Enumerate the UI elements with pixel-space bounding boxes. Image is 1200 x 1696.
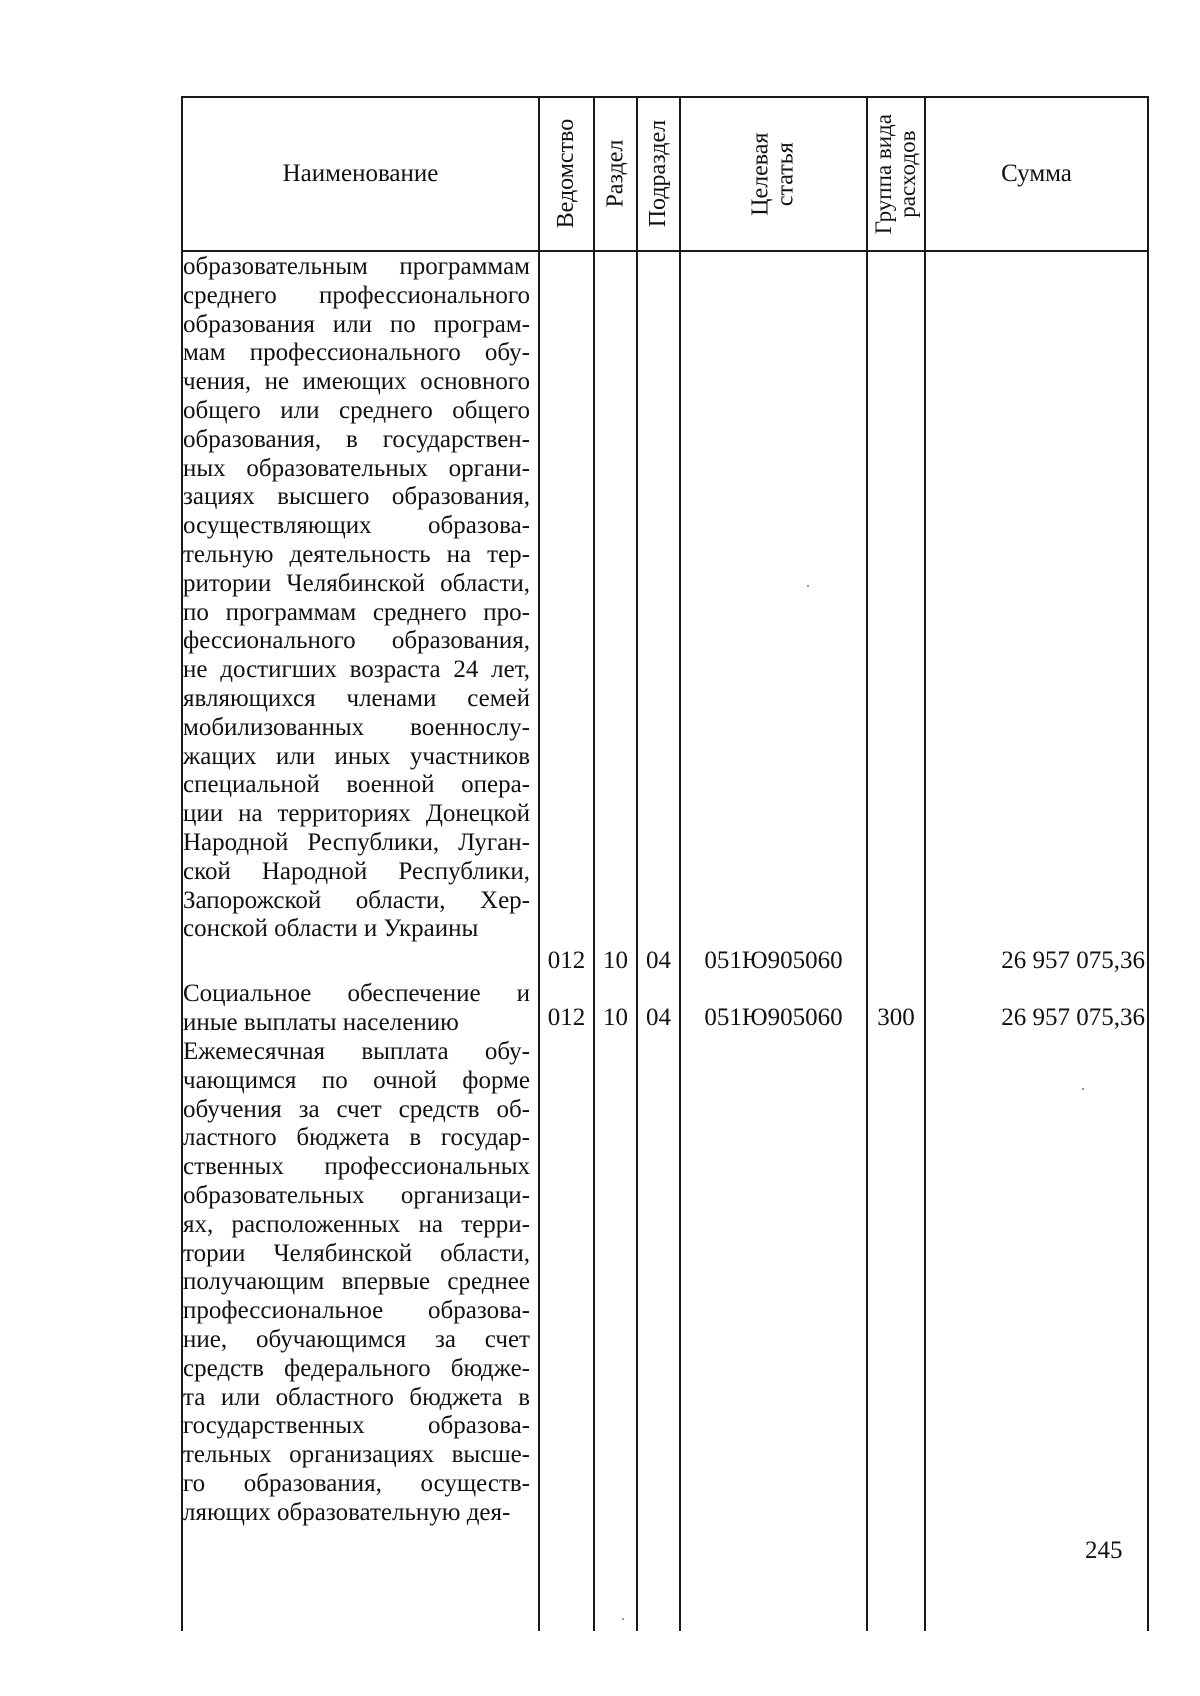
name-line: образования или по програм-	[183, 310, 530, 338]
row-sum: 26 957 075,36	[1001, 947, 1145, 974]
name-line: осуществляющих образова-	[183, 512, 530, 540]
col-border-right	[1147, 96, 1149, 1631]
name-line: тельных организациях высше-	[183, 1441, 530, 1469]
name-line: чающимся по очной форме	[183, 1066, 530, 1094]
name-line: Социальное обеспечение и	[183, 980, 530, 1007]
header-vedomstvo-cell	[540, 98, 593, 250]
name-line: ственных профессиональных	[183, 1153, 530, 1181]
name-line: ляющих образовательную дея-	[183, 1498, 511, 1526]
header-name: Наименование	[282, 160, 439, 188]
name-line: ластного бюджета в государ-	[183, 1124, 530, 1152]
col-border-vedomstvo	[593, 96, 595, 1631]
name-line: Ежемесячная выплата обу-	[183, 1038, 530, 1065]
row-podrazdel: 04	[646, 1004, 671, 1031]
name-line: жащих или иных участников	[183, 742, 530, 770]
row-target: 051Ю905060	[704, 947, 843, 974]
name-line: ных образовательных органи-	[183, 454, 530, 482]
name-line: образования, в государствен-	[183, 425, 530, 453]
row-name-cell	[183, 253, 530, 944]
name-line: та или областного бюджета в	[183, 1383, 530, 1411]
name-line: обучения за счет средств об-	[183, 1095, 530, 1123]
row-target: 051Ю905060	[704, 1004, 843, 1031]
name-line: сонской области и Украины	[183, 915, 479, 943]
name-line: специальной военной опера-	[183, 771, 530, 799]
row-vedomstvo: 012	[547, 947, 586, 974]
name-line: Народной Республики, Луган-	[183, 828, 530, 856]
row-name-cell	[183, 1038, 530, 1528]
name-line: ях, расположенных на терри-	[183, 1210, 530, 1238]
name-line: го образования, осуществ-	[183, 1469, 530, 1497]
name-line: ской Народной Республики,	[183, 857, 530, 885]
name-line: по программам среднего про-	[183, 598, 530, 626]
name-line: не достигших возраста 24 лет,	[183, 656, 530, 684]
row-name-cell	[183, 980, 530, 1038]
header-target-line2: статья	[772, 142, 799, 206]
row-group: 300	[877, 1004, 915, 1031]
header-razdel: Раздел	[601, 140, 628, 208]
name-line: мобилизованных военнослу-	[183, 713, 530, 741]
row-vedomstvo: 012	[547, 1004, 586, 1031]
header-target-line1: Целевая	[747, 132, 774, 216]
col-border-group	[924, 96, 926, 1631]
header-group-cell	[868, 98, 924, 250]
row-podrazdel: 04	[646, 947, 671, 974]
header-bottom-border	[181, 250, 1149, 252]
name-line: Запорожской области, Хер-	[183, 886, 530, 914]
header-target-cell	[681, 98, 866, 250]
name-line: государственных образова-	[183, 1412, 530, 1440]
name-line: тории Челябинской области,	[183, 1239, 530, 1267]
col-border-podrazdel	[679, 96, 681, 1631]
name-line: получающим впервые среднее	[183, 1268, 530, 1296]
row-sum: 26 957 075,36	[1001, 1004, 1145, 1031]
header-sum: Сумма	[1001, 160, 1072, 188]
name-line: зациях высшего образования,	[183, 483, 530, 511]
header-target	[748, 132, 798, 215]
row-razdel: 10	[603, 947, 628, 974]
name-line: образовательных организаци-	[183, 1181, 530, 1209]
header-vedomstvo: Ведомство	[552, 119, 579, 229]
page-number: 245	[1085, 1537, 1123, 1564]
name-line: мам профессионального обу-	[183, 339, 530, 367]
name-line: образовательным программам	[183, 253, 530, 280]
header-group	[872, 114, 920, 234]
col-border-razdel	[636, 96, 638, 1631]
col-border-target	[866, 96, 868, 1631]
header-podrazdel-cell	[638, 98, 679, 250]
row-razdel: 10	[603, 1004, 628, 1031]
scan-speck	[807, 585, 809, 587]
name-line: средств федерального бюдже-	[183, 1354, 530, 1382]
header-name-cell	[183, 98, 538, 250]
name-line: тельную деятельность на тер-	[183, 540, 530, 568]
name-line: профессиональное образова-	[183, 1297, 530, 1325]
scan-speck	[622, 1618, 624, 1620]
name-line: ции на территориях Донецкой	[183, 800, 530, 828]
header-group-line1: Группа вида	[870, 113, 896, 235]
col-border-name	[538, 96, 540, 1631]
name-line: общего или среднего общего	[183, 396, 530, 424]
header-podrazdel: Подраздел	[644, 120, 671, 228]
name-line: чения, не имеющих основного	[183, 368, 530, 396]
name-line: среднего профессионального	[183, 281, 530, 309]
header-razdel-cell	[595, 98, 636, 250]
name-line: фессионального образования,	[183, 627, 530, 655]
header-sum-cell	[926, 98, 1147, 250]
name-line: ритории Челябинской области,	[183, 569, 530, 597]
scan-speck	[1082, 1088, 1084, 1090]
name-line: ние, обучающимся за счет	[183, 1325, 530, 1353]
name-line: иные выплаты населению	[183, 1008, 459, 1036]
header-group-line2: расходов	[895, 130, 921, 218]
name-line: являющихся членами семей	[183, 684, 530, 712]
